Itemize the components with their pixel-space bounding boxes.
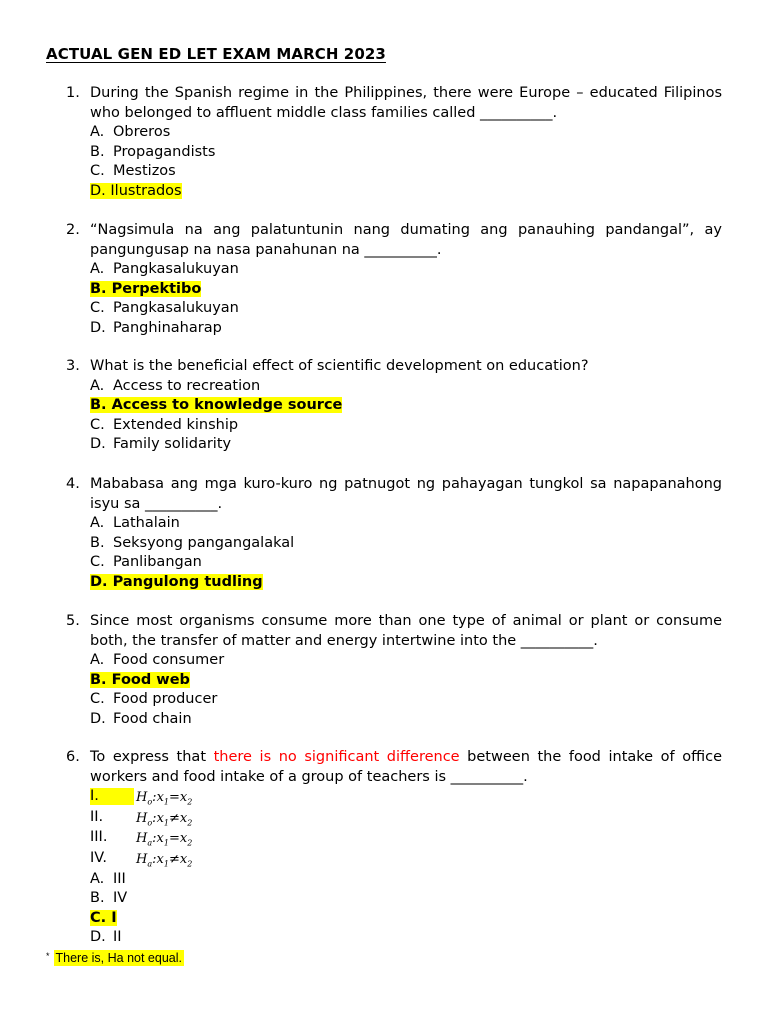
choice-text: Family solidarity bbox=[113, 436, 232, 453]
choice-text: I bbox=[111, 909, 117, 926]
answer-highlight bbox=[90, 281, 201, 297]
footnote-marker: * bbox=[46, 951, 50, 961]
choice-text: Food consumer bbox=[113, 652, 225, 669]
choice-a bbox=[66, 870, 722, 890]
choice-letter: B. bbox=[90, 534, 105, 551]
choice-text: Pangkasalukuyan bbox=[113, 261, 239, 278]
choice-text: Food web bbox=[111, 671, 190, 688]
choice-text: Panghinaharap bbox=[113, 319, 222, 336]
hypothesis-4 bbox=[66, 849, 722, 870]
hypothesis-numeral: I. bbox=[90, 788, 99, 805]
question-number: 5. bbox=[66, 613, 80, 629]
question-number: 3. bbox=[66, 358, 80, 374]
choice-a bbox=[66, 514, 722, 534]
choice-b-answer bbox=[66, 396, 722, 416]
choice-b bbox=[66, 143, 722, 163]
answer-highlight bbox=[90, 574, 263, 590]
question-4-stem bbox=[66, 475, 722, 514]
choice-text: Access to knowledge source bbox=[111, 397, 343, 414]
choice-list bbox=[66, 870, 722, 948]
choice-c bbox=[66, 299, 722, 319]
answer-highlight bbox=[90, 672, 190, 688]
choice-c bbox=[66, 416, 722, 436]
question-text: Mababasa ang mga kuro-kuro ng patnugot ng pahayagan tungkol sa napapanahong isyu sa __________. bbox=[90, 476, 722, 512]
choice-letter: C. bbox=[90, 163, 105, 180]
question-text: During the Spanish regime in the Philippines, there were Europe – educated Filipinos who belonged to affluent middle class families called __________. bbox=[90, 85, 722, 121]
choice-d-answer bbox=[66, 573, 722, 593]
hypothesis-formula: $H_o:x_1\ne x_2$ bbox=[136, 810, 193, 828]
hypothesis-numeral: II. bbox=[90, 808, 104, 825]
choice-text: Access to recreation bbox=[113, 377, 261, 394]
choice-d bbox=[66, 710, 722, 730]
choice-text: Panlibangan bbox=[113, 554, 202, 571]
choice-b-answer bbox=[66, 280, 722, 300]
choice-text: Food producer bbox=[113, 691, 218, 708]
choice-text: Pangkasalukuyan bbox=[113, 300, 239, 317]
choice-letter: A. bbox=[90, 870, 105, 887]
choice-text: III bbox=[113, 870, 126, 887]
choice-list bbox=[66, 123, 722, 201]
hypothesis-formula: $H_a:x_1\ne x_2$ bbox=[136, 851, 193, 869]
hypothesis-formula: $H_a:x_1=x_2$ bbox=[136, 831, 193, 848]
document-title: ACTUAL GEN ED LET EXAM MARCH 2023 bbox=[46, 45, 386, 63]
question-number: 4. bbox=[66, 476, 80, 492]
question-3-stem bbox=[66, 357, 722, 377]
hypothesis-3 bbox=[66, 828, 722, 849]
choice-letter: A. bbox=[90, 377, 105, 394]
hypothesis-numeral: III. bbox=[90, 829, 108, 846]
choice-list bbox=[66, 514, 722, 592]
question-text: “Nagsimula na ang palatuntunin nang dumating ang panauhing pandangal”, ay pangungusap na nasa panahunan na __________. bbox=[90, 222, 722, 258]
choice-letter: C. bbox=[90, 300, 105, 317]
choice-text: Extended kinship bbox=[113, 416, 239, 433]
choice-letter: D. bbox=[90, 182, 106, 199]
choice-letter: A. bbox=[90, 124, 105, 141]
choice-letter: D. bbox=[90, 573, 108, 590]
hypothesis-2 bbox=[66, 808, 722, 829]
choice-letter: D. bbox=[90, 436, 106, 453]
choice-text: Pangulong tudling bbox=[112, 573, 263, 590]
choice-c bbox=[66, 162, 722, 182]
choice-d bbox=[66, 435, 722, 455]
choice-text: Ilustrados bbox=[110, 182, 182, 199]
choice-a bbox=[66, 377, 722, 397]
question-2-stem bbox=[66, 221, 722, 260]
question-6-stem bbox=[66, 748, 722, 787]
choice-text: IV bbox=[113, 890, 128, 907]
choice-b bbox=[66, 534, 722, 554]
question-4 bbox=[66, 475, 722, 593]
answer-highlight bbox=[90, 397, 342, 413]
choice-list bbox=[66, 651, 722, 729]
choice-list bbox=[66, 377, 722, 455]
choice-letter: B. bbox=[90, 143, 105, 160]
choice-b-answer bbox=[66, 671, 722, 691]
hypothesis-1 bbox=[66, 787, 722, 808]
choice-letter: D. bbox=[90, 710, 106, 727]
choice-letter: B. bbox=[90, 671, 107, 688]
choice-letter: D. bbox=[90, 319, 106, 336]
question-number: 6. bbox=[66, 749, 80, 765]
choice-letter: B. bbox=[90, 397, 107, 414]
choice-text: Mestizos bbox=[113, 163, 176, 180]
choice-text: Propagandists bbox=[113, 143, 216, 160]
question-5-stem bbox=[66, 612, 722, 651]
answer-highlight bbox=[90, 910, 117, 926]
choice-c-answer bbox=[66, 909, 722, 929]
choice-d bbox=[66, 319, 722, 339]
choice-letter: A. bbox=[90, 261, 105, 278]
choice-letter: C. bbox=[90, 554, 105, 571]
choice-text: Perpektibo bbox=[111, 280, 202, 297]
question-5 bbox=[66, 612, 722, 730]
footnote bbox=[46, 951, 184, 965]
question-text: What is the beneficial effect of scientific development on education? bbox=[90, 358, 589, 374]
choice-c bbox=[66, 690, 722, 710]
choice-c bbox=[66, 553, 722, 573]
choice-letter: B. bbox=[90, 280, 107, 297]
question-1 bbox=[66, 84, 722, 202]
choice-d-answer bbox=[66, 182, 722, 202]
choice-text: Food chain bbox=[113, 710, 192, 727]
choice-text: Seksyong pangangalakal bbox=[113, 534, 295, 551]
question-1-stem bbox=[66, 84, 722, 123]
answer-highlight bbox=[90, 183, 182, 199]
choice-a bbox=[66, 651, 722, 671]
question-text-emphasis: there is no significant difference bbox=[213, 749, 460, 765]
choice-text: II bbox=[113, 929, 122, 946]
choice-list bbox=[66, 260, 722, 338]
question-6 bbox=[66, 748, 722, 948]
question-number: 1. bbox=[66, 85, 80, 101]
choice-letter: B. bbox=[90, 890, 105, 907]
choice-letter: C. bbox=[90, 416, 105, 433]
choice-letter: A. bbox=[90, 652, 105, 669]
hypothesis-formula: $H_o:x_1=x_2$ bbox=[136, 790, 193, 807]
choice-letter: C. bbox=[90, 691, 105, 708]
footnote-text: There is, Ha not equal. bbox=[55, 951, 182, 965]
choice-a bbox=[66, 123, 722, 143]
choice-letter: D. bbox=[90, 929, 106, 946]
choice-letter: A. bbox=[90, 515, 105, 532]
question-text: Since most organisms consume more than one type of animal or plant or consume both, the transfer of matter and energy intertwine into the __________. bbox=[90, 613, 722, 649]
choice-b bbox=[66, 889, 722, 909]
question-2 bbox=[66, 221, 722, 339]
choice-text: Lathalain bbox=[113, 515, 180, 532]
question-text-after: between the food intake of office workers and food intake of a group of teachers is __________. bbox=[90, 749, 722, 785]
question-number: 2. bbox=[66, 222, 80, 238]
question-3 bbox=[66, 357, 722, 455]
choice-d bbox=[66, 928, 722, 948]
choice-a bbox=[66, 260, 722, 280]
choice-text: Obreros bbox=[113, 124, 171, 141]
hypothesis-numeral: IV. bbox=[90, 849, 107, 866]
question-text-before: To express that bbox=[90, 749, 214, 765]
choice-letter: C. bbox=[90, 909, 107, 926]
